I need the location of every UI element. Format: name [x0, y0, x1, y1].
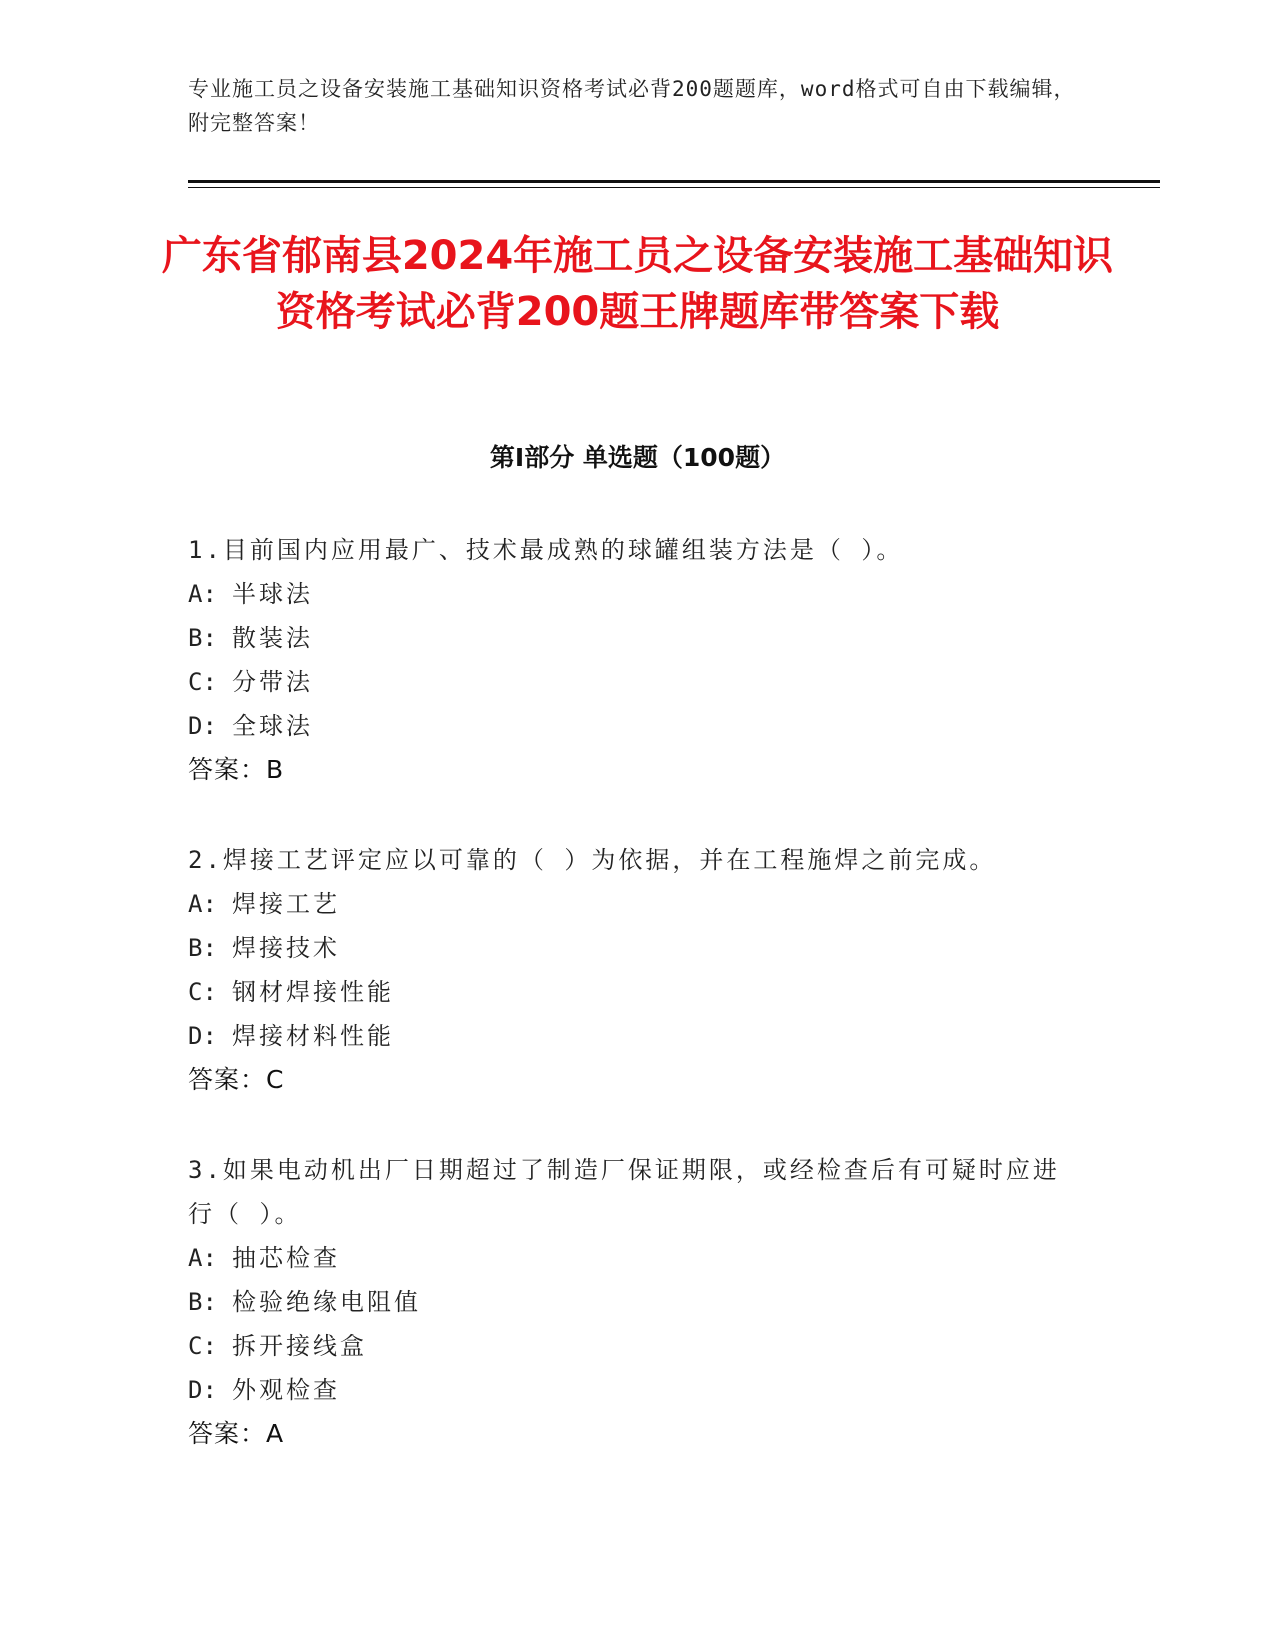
header-note: 专业施工员之设备安装施工基础知识资格考试必背200题题库，word格式可自由下载编辑，附完整答案！ [188, 77, 1076, 135]
question-text: 1.目前国内应用最广、技术最成熟的球罐组装方法是（ ）。 [188, 536, 904, 564]
option-text: 抽芯检查 [232, 1244, 340, 1272]
option-d [188, 1014, 1068, 1058]
header-divider-thin [188, 187, 1160, 188]
question-list [188, 528, 1068, 1502]
option-letter: B: [188, 1288, 217, 1316]
option-letter: A: [188, 580, 217, 608]
option-letter: D: [188, 712, 217, 740]
answer-label: 答案：A [188, 1419, 285, 1448]
option-text: 焊接材料性能 [232, 1022, 394, 1050]
option-letter: C: [188, 1332, 217, 1360]
option-letter: D: [188, 1376, 217, 1404]
option-text: 焊接工艺 [232, 890, 340, 918]
option-c [188, 660, 1068, 704]
option-c [188, 1324, 1068, 1368]
question-1 [188, 528, 1068, 792]
option-text: 散装法 [232, 624, 313, 652]
option-letter: C: [188, 978, 217, 1006]
option-letter: B: [188, 934, 217, 962]
option-text: 全球法 [232, 712, 313, 740]
option-text: 拆开接线盒 [232, 1332, 367, 1360]
option-b [188, 926, 1068, 970]
option-text: 分带法 [232, 668, 313, 696]
option-c [188, 970, 1068, 1014]
option-text: 检验绝缘电阻值 [232, 1288, 421, 1316]
question-text: 3.如果电动机出厂日期超过了制造厂保证期限，或经检查后有可疑时应进行（ ）。 [188, 1156, 1060, 1228]
document-title: 广东省郁南县2024年施工员之设备安装施工基础知识资格考试必背200题王牌题库带答案下载 [161, 233, 1114, 335]
option-text: 钢材焊接性能 [232, 978, 394, 1006]
option-letter: B: [188, 624, 217, 652]
option-letter: A: [188, 1244, 217, 1272]
option-letter: A: [188, 890, 217, 918]
option-letter: D: [188, 1022, 217, 1050]
option-b [188, 1280, 1068, 1324]
option-a [188, 1236, 1068, 1280]
question-3 [188, 1148, 1068, 1456]
option-letter: C: [188, 668, 217, 696]
answer-label: 答案：B [188, 755, 285, 784]
option-b [188, 616, 1068, 660]
header-divider-thick [188, 180, 1160, 183]
question-2 [188, 838, 1068, 1102]
option-a [188, 572, 1068, 616]
option-d [188, 1368, 1068, 1412]
option-a [188, 882, 1068, 926]
section-heading: 第Ⅰ部分 单选题（100题） [489, 443, 786, 472]
option-text: 焊接技术 [232, 934, 340, 962]
option-text: 外观检查 [232, 1376, 340, 1404]
question-text: 2.焊接工艺评定应以可靠的（ ）为依据，并在工程施焊之前完成。 [188, 846, 997, 874]
option-d [188, 704, 1068, 748]
answer-label: 答案：C [188, 1065, 285, 1094]
option-text: 半球法 [232, 580, 313, 608]
